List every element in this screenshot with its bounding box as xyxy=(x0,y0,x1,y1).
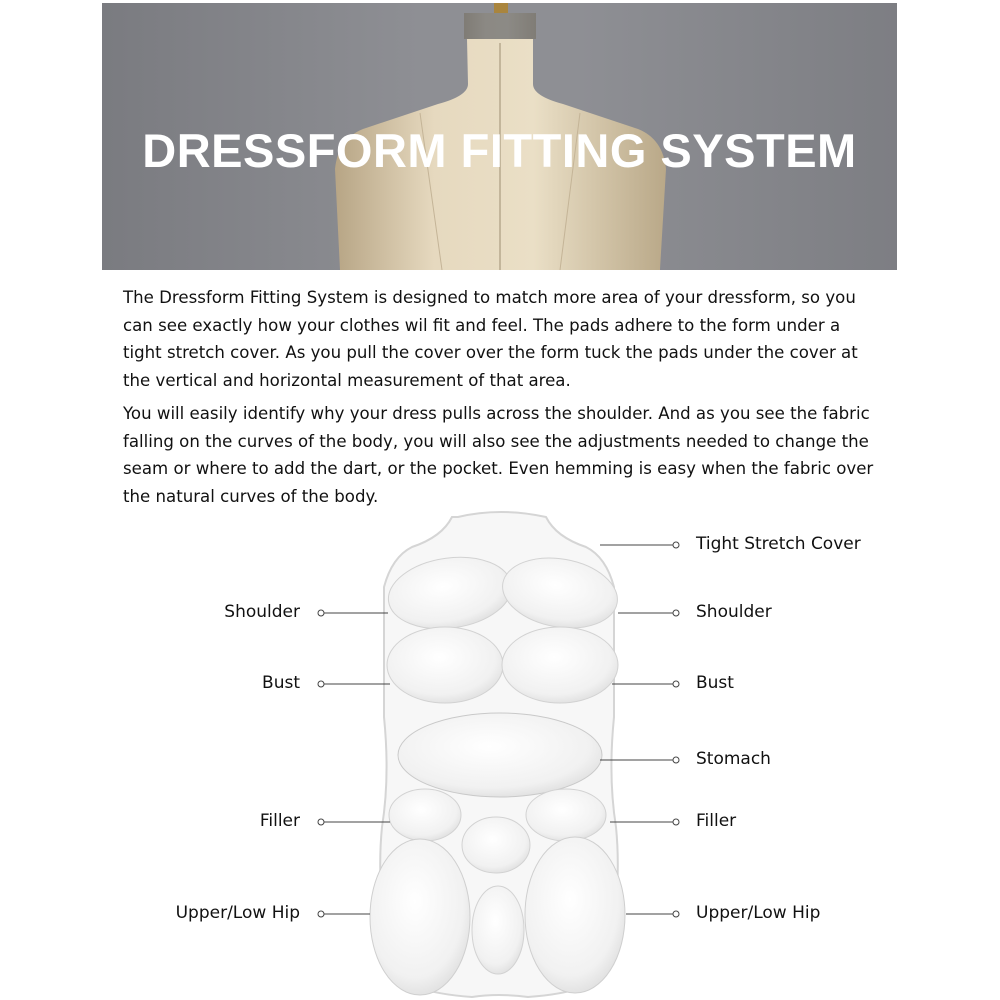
label-left-filler: Filler xyxy=(259,811,300,831)
header-banner xyxy=(102,3,897,270)
fitting-diagram xyxy=(0,505,1000,1000)
label-left-shoulder: Shoulder xyxy=(224,602,300,622)
banner-title: DRESSFORM FITTING SYSTEM xyxy=(142,124,857,177)
label-right-filler: Filler xyxy=(696,811,737,831)
padded-torso-illustration xyxy=(0,505,1000,1000)
description-paragraph-2: You will easily identify why your dress pulls across the shoulder. And as you see the fabric falling on the curves of the body, you will also see the adjustments needed to change the seam or where to add the dart, or the pocket. Even hemming is easy when the fabric over the natural curves of the body. xyxy=(123,404,874,506)
label-stomach: Stomach xyxy=(696,749,771,769)
label-right-hip: Upper/Low Hip xyxy=(696,903,821,923)
label-stretch-cover: Tight Stretch Cover xyxy=(696,534,861,554)
label-right-bust: Bust xyxy=(696,673,734,693)
label-left-bust: Bust xyxy=(262,673,300,693)
description-paragraph-1: The Dressform Fitting System is designed to match more area of your dressform, so you can see exactly how your clothes wil fit and feel. The pads adhere to the form under a tight stretch cover. As you pull the cover over the form tuck the pads under the cover at the vertical and horizontal measurement of that area. xyxy=(123,288,858,390)
label-right-shoulder: Shoulder xyxy=(696,602,772,622)
label-left-hip: Upper/Low Hip xyxy=(175,903,300,923)
